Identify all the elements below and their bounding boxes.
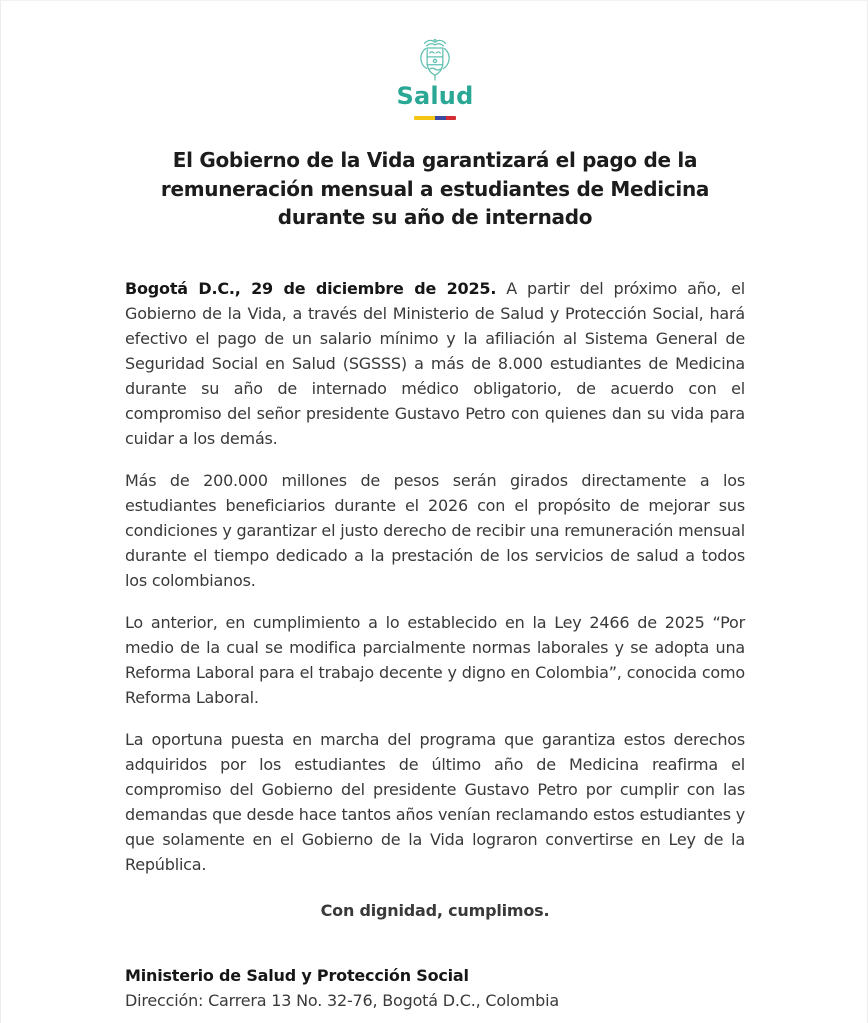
document-title: El Gobierno de la Vida garantizará el pago de la remuneración mensual a estudiantes de Medicina durante su año de internado bbox=[160, 148, 710, 229]
press-release-body bbox=[125, 276, 745, 923]
paragraph-1 bbox=[125, 276, 745, 451]
closing-slogan: Con dignidad, cumplimos. bbox=[320, 900, 550, 920]
coat-of-arms-icon bbox=[416, 37, 454, 81]
flag-red-segment bbox=[446, 116, 457, 120]
ministry-name: Ministerio de Salud y Protección Social bbox=[125, 965, 469, 985]
paragraph-4: La oportuna puesta en marcha del programa que garantiza estos derechos adquiridos por los estudiantes de último año de Medicina reafirma el compromiso del Gobierno del presidente Gustavo Petro por cumplir con las demandas que desde hace tantos años venían reclamando estos estudiantes y que solamente en el Gobierno de la Vida lograron convertirse en Ley de la República. bbox=[125, 729, 745, 874]
colombia-flag-bar bbox=[414, 116, 456, 120]
dateline: Bogotá D.C., 29 de diciembre de 2025. bbox=[125, 278, 497, 298]
document-footer bbox=[125, 963, 745, 1013]
ministry-logo bbox=[125, 37, 745, 120]
flag-blue-segment bbox=[435, 116, 446, 120]
flag-yellow-segment bbox=[414, 116, 435, 120]
salud-wordmark: Salud bbox=[396, 82, 474, 110]
paragraph-3: Lo anterior, en cumplimiento a lo establecido en la Ley 2466 de 2025 “Por medio de la cual se modifica parcialmente normas laborales y se adopta una Reforma Laboral para el trabajo decente y digno en Colombia”, conocida como Reforma Laboral. bbox=[125, 612, 745, 707]
paragraph-2: Más de 200.000 millones de pesos serán girados directamente a los estudiantes beneficiarios durante el 2026 con el propósito de mejorar sus condiciones y garantizar el justo derecho de recibir una remuneración mensual durante el tiempo dedicado a la prestación de los servicios de salud a todos los colombianos. bbox=[125, 470, 745, 590]
ministry-address: Dirección: Carrera 13 No. 32-76, Bogotá D.C., Colombia bbox=[125, 990, 559, 1010]
paragraph-1-text: A partir del próximo año, el Gobierno de la Vida, a través del Ministerio de Salud y Protección Social, hará efectivo el pago de un salario mínimo y la afiliación al Sistema General de Seguridad Social en Salud (SGSSS) a más de 8.000 estudiantes de Medicina durante su año de internado médico obligatorio, de acuerdo con el compromiso del señor presidente Gustavo Petro con quienes dan su vida para cuidar a los demás. bbox=[125, 278, 745, 448]
